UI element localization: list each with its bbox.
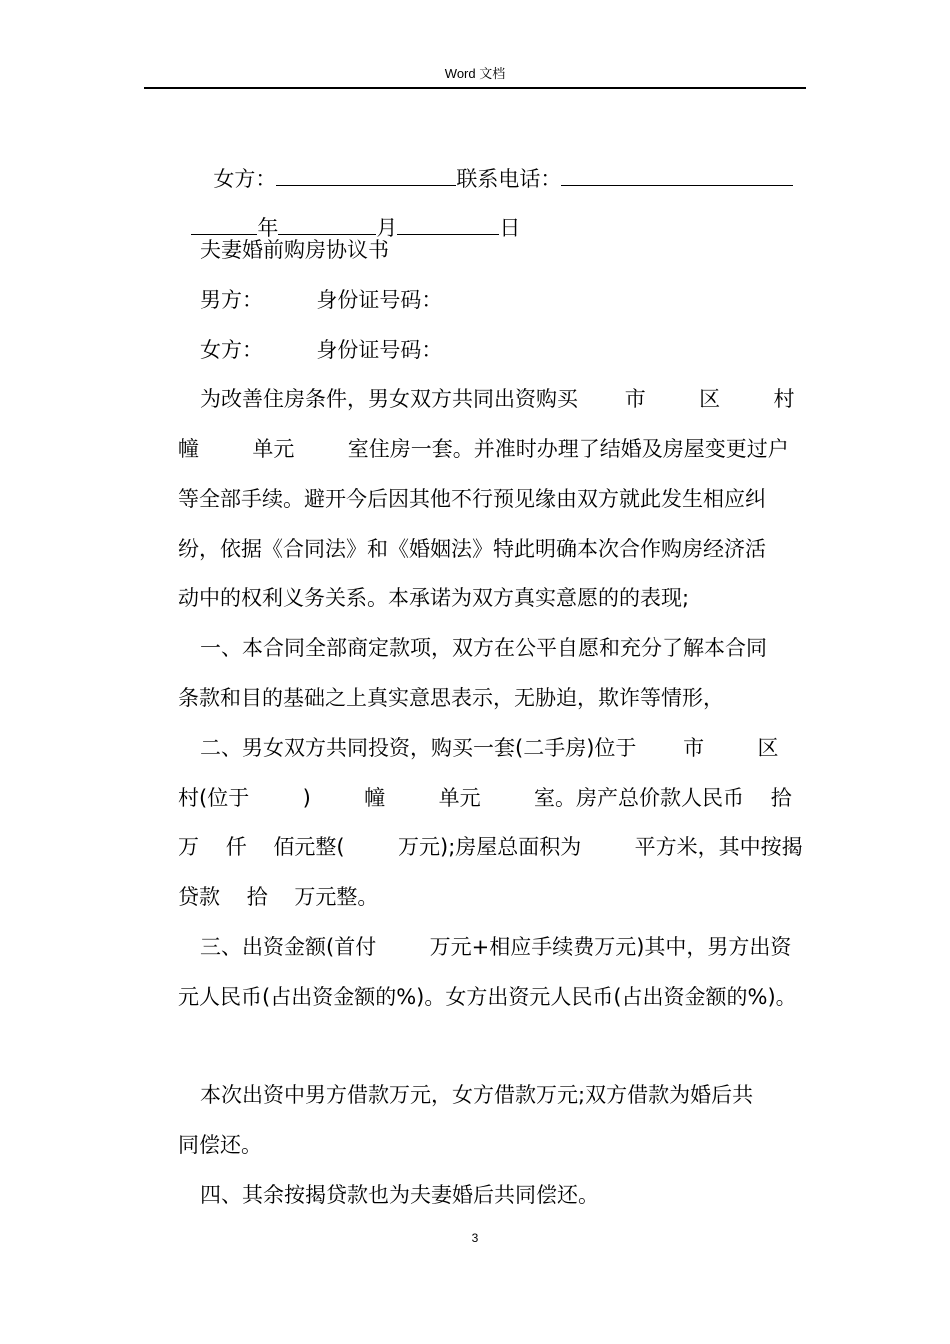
female-contact-label: 女方： [213,167,277,191]
contact-line [200,137,830,193]
page-number: 3 [471,1231,479,1245]
day-blank [397,214,499,235]
clause-one-line: 一、本合同全部商定款项，双方在公平自愿和充分了解本合同 [200,636,767,660]
female-id-line: 女方： 身份证号码： [200,338,443,362]
phone-blank [561,165,793,186]
paragraph-line: 纷，依据《合同法》和《婚姻法》特此明确本次合作购房经济活 [178,537,766,561]
loan-line: 同偿还。 [178,1133,262,1157]
clause-two-line: 村(位于 ) 幢 单元 室。房产总价款人民币 拾 [178,786,792,810]
paragraph-line: 为改善住房条件，男女双方共同出资购买 市 区 村 [200,387,795,411]
date-line [178,186,808,242]
day-label: 日 [499,216,521,240]
paragraph-line: 等全部手续。避开今后因其他不行预见缘由双方就此发生相应纠 [178,487,766,511]
year-blank [191,214,257,235]
male-id-line: 男方： 身份证号码： [200,288,443,312]
clause-one-line: 条款和目的基础之上真实意思表示，无胁迫，欺诈等情形， [178,686,724,710]
clause-two-line: 二、男女双方共同投资，购买一套(二手房)位于 市 区 [200,736,779,760]
clause-three-line: 元人民币(占出资金额的%)。女方出资元人民币(占出资金额的%)。 [178,985,797,1009]
page-header-label: Word 文档 [444,66,506,81]
female-name-blank [276,165,456,186]
month-label: 月 [376,216,398,240]
header-rule [144,87,806,89]
document-title: 夫妻婚前购房协议书 [200,238,389,262]
loan-line: 本次出资中男方借款万元，女方借款万元;双方借款为婚后共 [200,1083,754,1107]
clause-four-line: 四、其余按揭贷款也为夫妻婚后共同偿还。 [200,1183,599,1207]
paragraph-line: 动中的权利义务关系。本承诺为双方真实意愿的的表现; [178,586,690,610]
phone-label: 联系电话： [456,167,562,191]
year-label: 年 [257,216,279,240]
clause-two-line: 万 仟 佰元整( 万元);房屋总面积为 平方米，其中按揭 [178,835,803,859]
clause-two-line: 贷款 拾 万元整。 [178,885,379,909]
paragraph-line: 幢 单元 室住房一套。并准时办理了结婚及房屋变更过户 [178,437,789,461]
clause-three-line: 三、出资金额(首付 万元+相应手续费万元)其中，男方出资 [200,935,792,959]
month-blank [278,214,376,235]
